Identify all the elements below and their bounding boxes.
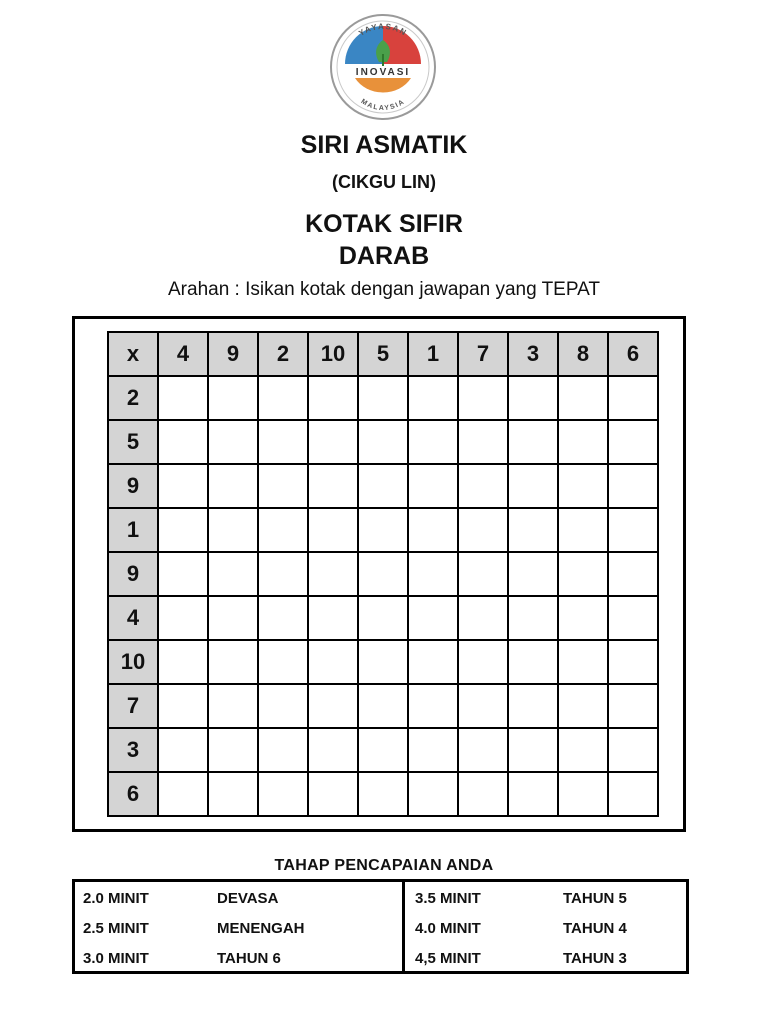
answer-cell[interactable] xyxy=(358,640,408,684)
answer-cell[interactable] xyxy=(508,640,558,684)
answer-cell[interactable] xyxy=(258,508,308,552)
answer-cell[interactable] xyxy=(308,376,358,420)
answer-cell[interactable] xyxy=(158,420,208,464)
answer-cell[interactable] xyxy=(458,596,508,640)
answer-cell[interactable] xyxy=(358,420,408,464)
answer-cell[interactable] xyxy=(408,728,458,772)
answer-cell[interactable] xyxy=(558,640,608,684)
answer-cell[interactable] xyxy=(308,596,358,640)
answer-cell[interactable] xyxy=(308,508,358,552)
answer-cell[interactable] xyxy=(358,508,408,552)
answer-cell[interactable] xyxy=(258,640,308,684)
answer-cell[interactable] xyxy=(208,728,258,772)
series-title: SIRI ASMATIK xyxy=(300,131,468,159)
answer-cell[interactable] xyxy=(508,552,558,596)
answer-cell[interactable] xyxy=(208,552,258,596)
column-header: 9 xyxy=(208,332,258,376)
answer-cell[interactable] xyxy=(208,376,258,420)
grid-row xyxy=(108,728,658,772)
answer-cell[interactable] xyxy=(258,596,308,640)
answer-cell[interactable] xyxy=(158,596,208,640)
row-header: 6 xyxy=(108,772,158,816)
answer-cell[interactable] xyxy=(608,640,658,684)
answer-cell[interactable] xyxy=(508,772,558,816)
answer-cell[interactable] xyxy=(608,552,658,596)
answer-cell[interactable] xyxy=(558,464,608,508)
grid-row xyxy=(108,552,658,596)
answer-cell[interactable] xyxy=(258,464,308,508)
score-time: 2.0 MINIT xyxy=(83,890,149,907)
score-level: TAHUN 5 xyxy=(563,890,627,907)
score-title: TAHAP PENCAPAIAN ANDA xyxy=(274,857,494,874)
score-time: 4,5 MINIT xyxy=(415,950,481,967)
grid-corner-x: x xyxy=(108,332,158,376)
answer-cell[interactable] xyxy=(208,464,258,508)
answer-cell[interactable] xyxy=(408,464,458,508)
score-time: 3.5 MINIT xyxy=(415,890,481,907)
answer-cell[interactable] xyxy=(508,420,558,464)
answer-cell[interactable] xyxy=(408,640,458,684)
multiplication-grid xyxy=(107,331,659,817)
grid-row xyxy=(108,772,658,816)
answer-cell[interactable] xyxy=(558,552,608,596)
score-level: MENENGAH xyxy=(217,920,305,937)
answer-cell[interactable] xyxy=(158,464,208,508)
row-header: 3 xyxy=(108,728,158,772)
column-header: 5 xyxy=(358,332,408,376)
answer-cell[interactable] xyxy=(458,728,508,772)
answer-cell[interactable] xyxy=(308,684,358,728)
grid-row xyxy=(108,596,658,640)
row-header: 2 xyxy=(108,376,158,420)
answer-cell[interactable] xyxy=(458,464,508,508)
answer-cell[interactable] xyxy=(208,772,258,816)
answer-cell[interactable] xyxy=(558,596,608,640)
logo-name-text: INOVASI xyxy=(355,67,411,78)
answer-cell[interactable] xyxy=(308,464,358,508)
answer-cell[interactable] xyxy=(308,552,358,596)
answer-cell[interactable] xyxy=(358,684,408,728)
answer-cell[interactable] xyxy=(208,508,258,552)
worksheet-title-line1: KOTAK SIFIR xyxy=(305,210,463,238)
score-level: DEVASA xyxy=(217,890,279,907)
answer-cell[interactable] xyxy=(358,728,408,772)
answer-cell[interactable] xyxy=(558,508,608,552)
answer-cell[interactable] xyxy=(458,640,508,684)
row-header: 5 xyxy=(108,420,158,464)
score-level: TAHUN 4 xyxy=(563,920,627,937)
answer-cell[interactable] xyxy=(458,376,508,420)
answer-cell[interactable] xyxy=(158,640,208,684)
answer-cell[interactable] xyxy=(208,420,258,464)
answer-cell[interactable] xyxy=(358,464,408,508)
answer-cell[interactable] xyxy=(308,420,358,464)
answer-cell[interactable] xyxy=(408,508,458,552)
row-header: 7 xyxy=(108,684,158,728)
answer-cell[interactable] xyxy=(608,772,658,816)
answer-cell[interactable] xyxy=(508,596,558,640)
answer-cell[interactable] xyxy=(408,376,458,420)
answer-cell[interactable] xyxy=(458,420,508,464)
row-header: 9 xyxy=(108,464,158,508)
answer-cell[interactable] xyxy=(608,464,658,508)
answer-cell[interactable] xyxy=(558,684,608,728)
column-header: 1 xyxy=(408,332,458,376)
grid-row xyxy=(108,464,658,508)
answer-cell[interactable] xyxy=(158,772,208,816)
answer-cell[interactable] xyxy=(358,772,408,816)
answer-cell[interactable] xyxy=(558,728,608,772)
answer-cell[interactable] xyxy=(608,596,658,640)
grid-row xyxy=(108,508,658,552)
answer-cell[interactable] xyxy=(458,552,508,596)
answer-cell[interactable] xyxy=(158,376,208,420)
answer-cell[interactable] xyxy=(308,640,358,684)
answer-cell[interactable] xyxy=(358,596,408,640)
author-label: (CIKGU LIN) xyxy=(332,172,436,192)
column-header: 6 xyxy=(608,332,658,376)
row-header: 1 xyxy=(108,508,158,552)
answer-cell[interactable] xyxy=(558,376,608,420)
answer-cell[interactable] xyxy=(508,684,558,728)
score-time: 4.0 MINIT xyxy=(415,920,481,937)
score-time: 3.0 MINIT xyxy=(83,950,149,967)
answer-cell[interactable] xyxy=(608,376,658,420)
answer-cell[interactable] xyxy=(208,640,258,684)
answer-cell[interactable] xyxy=(408,684,458,728)
row-header: 9 xyxy=(108,552,158,596)
answer-cell[interactable] xyxy=(158,552,208,596)
answer-cell[interactable] xyxy=(408,596,458,640)
answer-cell[interactable] xyxy=(358,376,408,420)
answer-cell[interactable] xyxy=(608,420,658,464)
answer-cell[interactable] xyxy=(408,772,458,816)
answer-cell[interactable] xyxy=(208,596,258,640)
answer-cell[interactable] xyxy=(558,772,608,816)
answer-cell[interactable] xyxy=(608,508,658,552)
logo-arc-top-text: YAYASAN xyxy=(357,21,409,38)
answer-cell[interactable] xyxy=(258,728,308,772)
answer-cell[interactable] xyxy=(158,508,208,552)
instruction-text: Arahan : Isikan kotak dengan jawapan yang TEPAT xyxy=(168,279,600,300)
answer-cell[interactable] xyxy=(508,464,558,508)
column-header: 4 xyxy=(158,332,208,376)
score-level: TAHUN 6 xyxy=(217,950,281,967)
logo-arc-bottom-text: MALAYSIA xyxy=(359,98,407,113)
answer-cell[interactable] xyxy=(508,508,558,552)
answer-cell[interactable] xyxy=(608,728,658,772)
answer-cell[interactable] xyxy=(608,684,658,728)
column-header: 10 xyxy=(308,332,358,376)
answer-cell[interactable] xyxy=(158,684,208,728)
grid-header-row xyxy=(108,332,658,376)
row-header: 10 xyxy=(108,640,158,684)
answer-cell[interactable] xyxy=(408,420,458,464)
column-header: 8 xyxy=(558,332,608,376)
grid-row xyxy=(108,420,658,464)
answer-cell[interactable] xyxy=(158,728,208,772)
score-divider xyxy=(402,882,405,971)
answer-cell[interactable] xyxy=(408,552,458,596)
answer-cell[interactable] xyxy=(558,420,608,464)
score-table xyxy=(72,879,689,974)
score-level: TAHUN 3 xyxy=(563,950,627,967)
row-header: 4 xyxy=(108,596,158,640)
answer-cell[interactable] xyxy=(258,552,308,596)
grid-row xyxy=(108,684,658,728)
answer-cell[interactable] xyxy=(308,728,358,772)
answer-cell[interactable] xyxy=(308,772,358,816)
answer-cell[interactable] xyxy=(258,684,308,728)
answer-cell[interactable] xyxy=(458,684,508,728)
answer-cell[interactable] xyxy=(508,728,558,772)
column-header: 2 xyxy=(258,332,308,376)
answer-cell[interactable] xyxy=(458,508,508,552)
answer-cell[interactable] xyxy=(358,552,408,596)
yayasan-inovasi-logo xyxy=(323,12,443,122)
grid-row xyxy=(108,376,658,420)
answer-cell[interactable] xyxy=(208,684,258,728)
answer-cell[interactable] xyxy=(458,772,508,816)
answer-cell[interactable] xyxy=(258,420,308,464)
column-header: 3 xyxy=(508,332,558,376)
worksheet-title-line2: DARAB xyxy=(338,242,430,270)
column-header: 7 xyxy=(458,332,508,376)
answer-cell[interactable] xyxy=(508,376,558,420)
answer-cell[interactable] xyxy=(258,772,308,816)
score-time: 2.5 MINIT xyxy=(83,920,149,937)
grid-row xyxy=(108,640,658,684)
answer-cell[interactable] xyxy=(258,376,308,420)
